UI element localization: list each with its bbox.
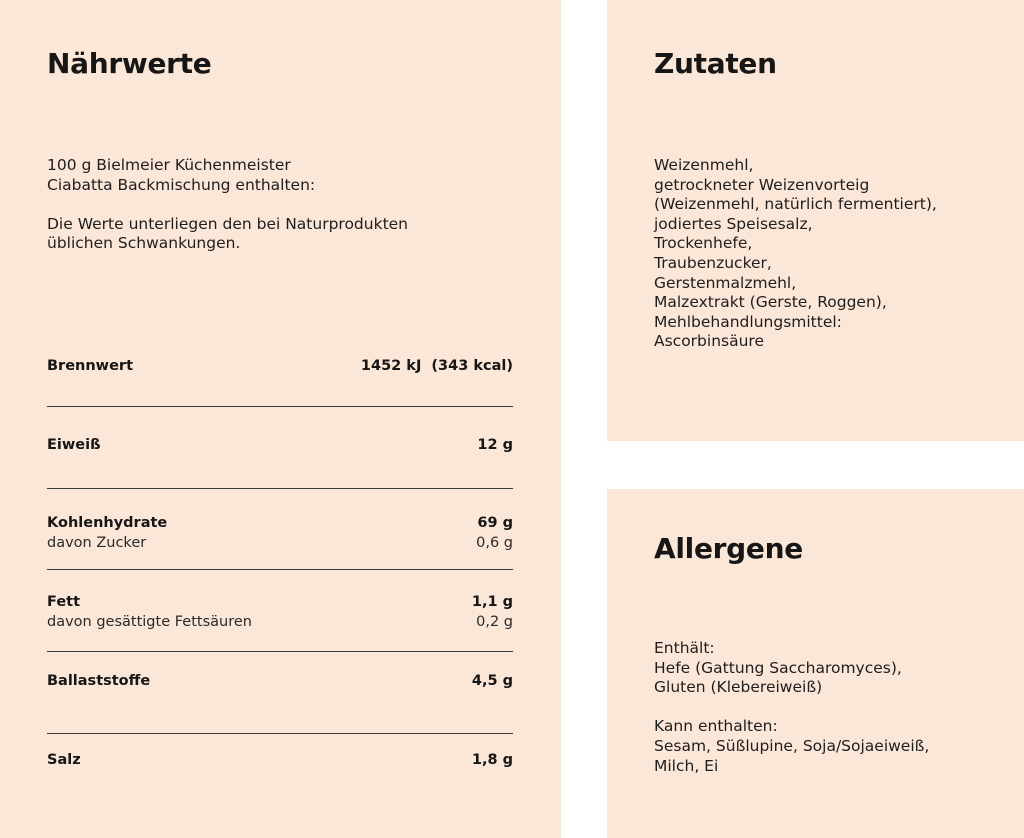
nutrition-row-salz (47, 750, 513, 770)
allergene-panel (607, 489, 1024, 838)
nutrition-row-ballaststoffe (47, 671, 513, 691)
ingredient-line: (Weizenmehl, natürlich fermentiert), (654, 195, 937, 214)
zutaten-list (654, 156, 937, 352)
intro-spacer (47, 195, 408, 215)
nutrient-label: Ballaststoffe (47, 673, 151, 689)
intro-line: üblichen Schwankungen. (47, 234, 241, 253)
ingredient-line: Traubenzucker, (654, 253, 772, 272)
nutrient-label: Kohlenhydrate (47, 515, 168, 531)
nutrient-value: 1452 kJ (343 kcal) (360, 358, 513, 374)
row-divider (47, 733, 513, 734)
allergen-line: Hefe (Gattung Saccharomyces), (654, 658, 902, 677)
ingredient-line: Ascorbinsäure (654, 332, 764, 351)
ingredient-line: Gerstenmalzmehl, (654, 273, 797, 292)
nutrient-label: Fett (47, 594, 81, 610)
nutrition-row-kohlenhydrate (47, 513, 513, 553)
nutrient-value: 1,8 g (471, 752, 513, 768)
intro-line: 100 g Bielmeier Küchenmeister (47, 156, 291, 174)
nutrition-row-brennwert (47, 356, 513, 376)
ingredient-line: Mehlbehandlungsmittel: (654, 312, 842, 331)
nutrient-sub-value: 0,6 g (476, 535, 513, 551)
nutrition-row-eiweiss (47, 435, 513, 455)
nutrient-label: Salz (47, 752, 81, 768)
allergen-line: Gluten (Klebereiweiß) (654, 678, 823, 697)
intro-line: Die Werte unterliegen den bei Naturprodukten (47, 214, 409, 233)
nutrient-value: 69 g (477, 515, 513, 531)
nutrient-label: Eiweiß (47, 437, 101, 453)
allergen-line: Kann enthalten: (654, 717, 778, 736)
row-divider (47, 569, 513, 570)
nutrient-sub-value: 0,2 g (476, 614, 513, 630)
nutrient-value: 4,5 g (471, 673, 513, 689)
nutrient-value: 1,1 g (471, 594, 513, 610)
naehrwerte-intro (47, 156, 408, 254)
naehrwerte-title: Nährwerte (47, 47, 212, 80)
nutrition-row-fett (47, 592, 513, 632)
allergen-line: Milch, Ei (654, 756, 719, 775)
zutaten-title: Zutaten (654, 47, 777, 80)
zutaten-panel (607, 0, 1024, 441)
nutrient-label: Brennwert (47, 358, 133, 374)
ingredient-line: Malzextrakt (Gerste, Roggen), (654, 293, 887, 312)
nutrient-sub-label: davon Zucker (47, 535, 147, 551)
ingredient-line: Trockenhefe, (654, 234, 753, 253)
row-divider (47, 488, 513, 489)
allergen-line: Enthält: (654, 639, 715, 657)
ingredient-line: getrockneter Weizenvorteig (654, 175, 870, 194)
ingredient-line: jodiertes Speisesalz, (654, 214, 813, 233)
nutrient-sub-label: davon gesättigte Fettsäuren (47, 614, 252, 630)
allergene-title: Allergene (654, 532, 803, 565)
row-divider (47, 651, 513, 652)
allergen-spacer (654, 698, 929, 718)
ingredient-line: Weizenmehl, (654, 156, 754, 174)
allergene-list (654, 639, 929, 776)
intro-line: Ciabatta Backmischung enthalten: (47, 175, 316, 194)
row-divider (47, 406, 513, 407)
nutrient-value: 12 g (477, 437, 513, 453)
allergen-line: Sesam, Süßlupine, Soja/Sojaeiweiß, (654, 736, 930, 755)
